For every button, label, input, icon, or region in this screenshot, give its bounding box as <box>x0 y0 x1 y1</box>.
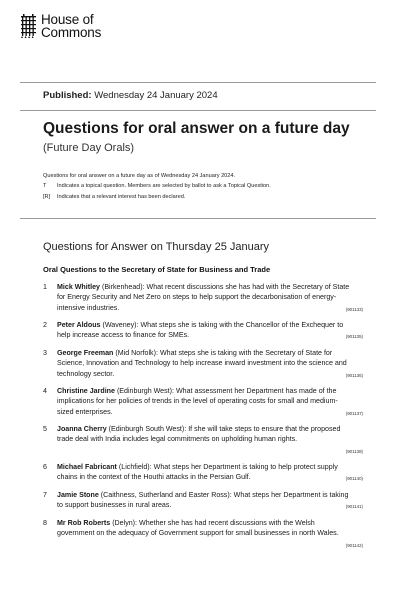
department-heading: Oral Questions to the Secretary of State for Business and Trade <box>43 265 271 274</box>
question-number: 1 <box>43 283 47 291</box>
logo-line-1: House of <box>41 12 94 27</box>
question-reference: (901140) <box>345 476 363 481</box>
question-reference: (901142) <box>345 543 363 548</box>
question-number: 6 <box>43 463 47 471</box>
question-text: What steps she is taking with the Chancellor of the Exchequer to help increase access to finance for SMEs. <box>57 321 344 340</box>
question-reference: (901135) <box>345 334 363 339</box>
divider <box>20 218 376 219</box>
question-text: What steps her Department is taking to support businesses in rural areas. <box>57 491 349 510</box>
question-item <box>43 490 363 511</box>
question-reference: (901137) <box>345 411 363 416</box>
published-label: Published: <box>43 90 92 101</box>
intro-text: Questions for oral answer on a future day as of Wednesday 24 January 2024. <box>43 173 236 179</box>
question-reference: (901133) <box>345 307 363 312</box>
question-number: 5 <box>43 425 47 433</box>
constituency: (Lichfield): <box>118 463 152 471</box>
legend-text: Indicates a topical question. Members are selected by ballot to ask a Topical Question. <box>57 183 271 189</box>
question-number: 8 <box>43 519 47 527</box>
question-item <box>43 348 363 379</box>
member-name: Joanna Cherry <box>57 425 107 433</box>
published-date: Wednesday 24 January 2024 <box>94 90 218 101</box>
constituency: (Caithness, Sutherland and Easter Ross): <box>100 491 232 499</box>
member-name: Peter Aldous <box>57 321 101 329</box>
question-text: What assessment her Department has made of the implications for her policies of trends in the level of operating costs for small and medium-sized enterprises. <box>57 387 338 416</box>
question-item <box>43 462 363 483</box>
member-name: Michael Fabricant <box>57 463 117 471</box>
portcullis-icon <box>20 14 37 38</box>
legend-relevant-interest <box>43 194 185 200</box>
question-number: 4 <box>43 387 47 395</box>
question-number: 2 <box>43 321 47 329</box>
page-title: Questions for oral answer on a future day <box>43 120 350 137</box>
constituency: (Birkenhead): <box>101 283 145 291</box>
question-item <box>43 320 363 341</box>
question-text: If she will take steps to ensure that the proposed trade deal with India includes legal commitments on upholding human rights. <box>57 425 341 444</box>
divider <box>20 110 376 111</box>
question-item <box>43 282 363 313</box>
constituency: (Mid Norfolk): <box>115 349 158 357</box>
question-text: What steps she is taking with the Secretary of State for Science, Innovation and Technology to help increase inward investment into the science and technology sector. <box>57 349 347 378</box>
legend-topical <box>43 183 271 189</box>
question-number: 7 <box>43 491 47 499</box>
published-line <box>43 90 218 101</box>
question-reference: (901138) <box>345 449 363 454</box>
question-text: What steps her Department is taking to help protect supply chains in the context of the Houthi attacks in the Persian Gulf. <box>57 463 338 482</box>
question-reference: (901141) <box>345 504 363 509</box>
question-item <box>43 424 363 454</box>
constituency: (Delyn): <box>112 519 138 527</box>
section-title: Questions for Answer on Thursday 25 January <box>43 241 270 253</box>
question-text: What recent discussions she has had with the Secretary of State for Energy Security and Net Zero on steps to help support the decarbonisation of energy-intensive industries. <box>57 283 350 312</box>
member-name: Christine Jardine <box>57 387 115 395</box>
legend-key: [R] <box>43 194 51 200</box>
logo-line-2: Commons <box>41 24 102 40</box>
question-item <box>43 386 363 417</box>
house-of-commons-logo <box>20 14 101 39</box>
divider <box>20 82 376 83</box>
constituency: (Edinburgh West): <box>116 387 174 395</box>
legend-key: T <box>43 183 47 189</box>
question-reference: (901136) <box>345 373 363 378</box>
legend-text: Indicates that a relevant interest has been declared. <box>57 194 186 200</box>
page-subtitle: (Future Day Orals) <box>43 142 135 154</box>
constituency: (Edinburgh South West): <box>108 425 187 433</box>
member-name: Jamie Stone <box>57 491 99 499</box>
member-name: George Freeman <box>57 349 114 357</box>
question-text: Whether she has had recent discussions with the Welsh government on the adequacy of Government support for small businesses in north Wales. <box>57 519 339 538</box>
question-item <box>43 518 363 548</box>
member-name: Mr Rob Roberts <box>57 519 111 527</box>
question-number: 3 <box>43 349 47 357</box>
member-name: Mick Whitley <box>57 283 100 291</box>
constituency: (Waveney): <box>102 321 139 329</box>
logo-wordmark <box>41 14 101 39</box>
